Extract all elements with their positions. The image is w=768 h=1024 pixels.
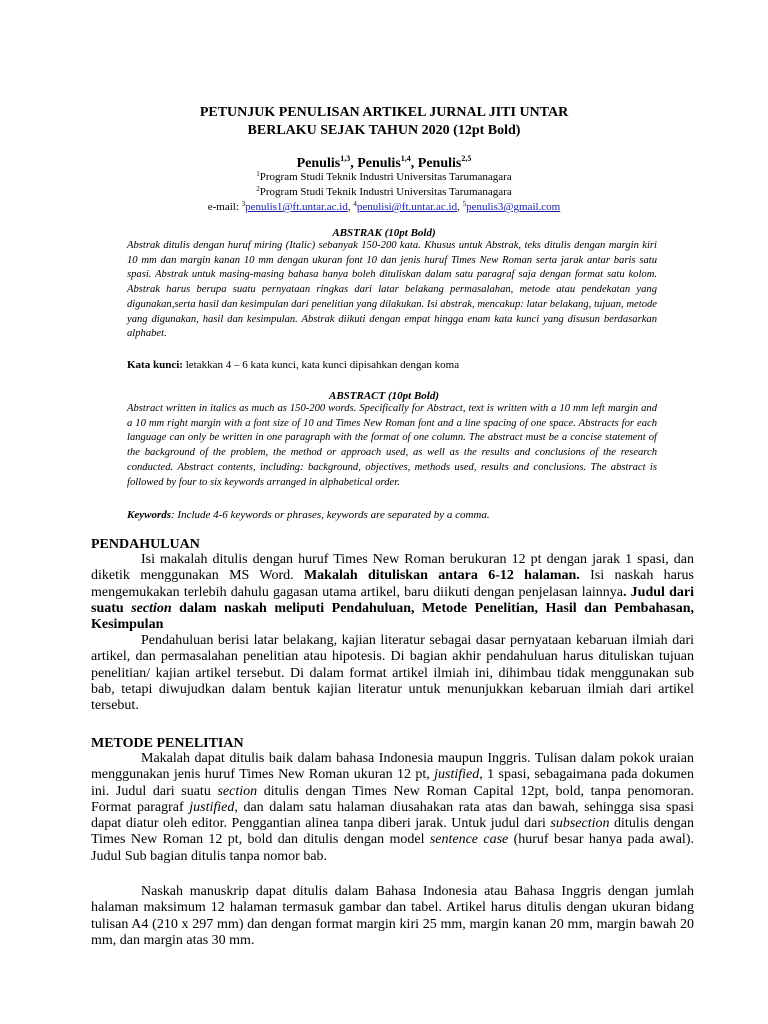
paragraph: Naskah manuskrip dapat ditulis dalam Bahasa Indonesia atau Bahasa Inggris dengan jumlah halaman maksimum 12 halaman termasuk gambar dan tabel. Artikel harus ditulis dengan ukuran bidang tulisan A4 (210 x 297 mm) dan dengan format margin kiri 25 mm, margin kanan 20 mm, margin bawah 20 mm, dan margin atas 30 mm. [91,884,694,948]
paragraph-text: (huruf besar hanya pada awal). Judul Sub bagian ditulis tanpa nomor bab. [91,832,694,864]
abstrak-keywords [127,358,657,372]
paragraph [91,751,694,865]
affiliation-text: Program Studi Teknik Industri Universitas Tarumanagara [259,171,512,183]
paragraph-text: , dan dalam satu halaman diusahakan rata atas dan bawah, sehingga sisa spasi dapat diatur oleh editor. Penggantian alinea tanpa diberi jarak. Untuk judul dari [91,799,695,832]
italic-text: subsection [550,816,610,832]
italic-text: sentence case [429,832,509,848]
section-heading-pendahuluan: PENDAHULUAN [91,537,200,552]
author-list: Penulis$^{1,3}$, Penulis$^{1,4}$, Penulis$^{2,5}$ [296,154,472,171]
abstract-body: Abstract written in italics as much as 150-200 words. Specifically for Abstract, text is written with a 10 mm left margin and a 10 mm right margin with a font size of 10 and Times New Roman font and a line spacing of one space. Abstracts for each language can only be written in one paragraph with the format of one column. The abstract must be a concise statement of the background of the problem, the method or approach used, as well as the results and conclusions of the research conducted. Abstract contents, including: background, objectives, methods used, results and conclusions. The abstract is followed by four to six keywords arranged in alphabetical order. [127,403,657,488]
section-heading-metode: METODE PENELITIAN [91,736,244,751]
abstrak-body: Abstrak ditulis dengan huruf miring (Italic) sebanyak 150-200 kata. Khusus untuk Abstrak, teks ditulis dengan margin kiri 10 mm dan margin kanan 10 mm dengan ukuran font 10 dan jenis huruf Times New Roman serta jarak antar baris satu spasi. Abstrak untuk masing-masing bahasa hanya boleh dituliskan dalam satu paragraf saja dengan format satu kolom. Abstrak harus berupa suatu pernyataan ringkas dari latar belakang permasalahan, metode atau pendekatan yang digunakan,serta hasil dan kesimpulan dari penelitian yang dilakukan. Isi abstrak, mencakup: latar belakang, tujuan, metode yang digunakan, hasil dan kesimpulan. Abstrak diikuti dengan empat hingga enam kata kunci yang disusun berdasarkan alphabet. [127,240,657,340]
title-line-1: PETUNJUK PENULISAN ARTIKEL JURNAL JITI UNTAR [199,105,569,120]
bold-italic-segment: section [131,600,172,616]
italic-text: justified [189,799,235,815]
paragraph-bold-text: Makalah dituliskan antara 6-12 halaman. [303,568,580,584]
email-sup: 5 [462,200,467,208]
bold-segment: dalam naskah meliputi Pendahuluan, Metode Penelitian, Hasil dan Pembahasan, Kesimpulan [91,600,694,633]
paragraph-text: Makalah dapat ditulis baik dalam bahasa Indonesia maupun Inggris. Tulisan dalam pokok uraian menggunakan jenis huruf Times New Roman ukuran 12 pt, [91,751,694,783]
affiliation-sup: 2 [256,185,260,193]
abstract-keywords [127,508,657,522]
email-sup: 4 [353,200,357,208]
author-name: Penulis [417,156,462,171]
email-line: e-mail: $^3$penulis1@ft.untar.ac.id, $^4$penulisi@ft.untar.ac.id, $^5$penulis3@gmail.com [207,200,561,213]
author-name: Penulis [357,156,401,171]
paragraph-text: ditulis dengan Times New Roman 12 pt, bold dan ditulis dengan model [91,816,695,848]
email-link[interactable]: penulis3@gmail.com [466,201,561,213]
author-name: Penulis [296,156,341,171]
affiliation-sup: 1 [256,170,260,178]
paragraph [91,552,694,633]
email-link[interactable]: penulisi@ft.untar.ac.id [356,201,458,213]
paragraph-text: Isi makalah ditulis dengan huruf Times New Roman berukuran 12 pt dengan jarak 1 spasi, dan diketik menggunakan MS Word. [91,552,694,584]
paragraph: Pendahuluan berisi latar belakang, kajian literatur sebagai dasar pernyataan kebaruan ilmiah dari artikel, dan permasalahan penelitian atau hipotesis. Di bagian akhir pendahuluan harus dituliskan tujuan penelitian/ kajian artikel tersebut. Di dalam format artikel ilmiah ini, dihimbau tidak menggunakan sub bab, tetapi diwujudkan dalam bentuk kajian literatur untuk menunjukkan kebaruan ilmiah dari artikel tersebut. [91,633,694,714]
italic-text: section [217,783,258,799]
paragraph-text: Isi naskah harus mengemukakan terlebih dahulu gagasan utama artikel, baru diikuti dengan penjelasan lainnya [91,568,694,600]
bold-segment: . Judul dari suatu [91,584,694,616]
paragraph-text: , 1 spasi, sebagaimana pada dokumen ini. Judul dari suatu [91,767,695,799]
email-label: e-mail: [207,201,242,213]
email-link[interactable]: penulis1@ft.untar.ac.id [245,201,348,213]
abstract-heading: ABSTRACT (10pt Bold) [328,390,440,402]
email-sup: 3 [241,200,246,208]
author-affiliation-sup: 2,5 [461,154,472,163]
abstrak-heading: ABSTRAK (10pt Bold) [332,227,436,239]
paragraph-text: ditulis dengan Times New Roman Capital 12pt, bold, tanpa penomoran. Format paragraf [91,783,695,815]
author-affiliation-sup: 1,3 [340,154,351,163]
keywords-text: : Include 4-6 keywords or phrases, keywords are separated by a comma. [171,509,490,521]
author-affiliation-sup: 1,4 [400,154,411,163]
title-line-2: BERLAKU SEJAK TAHUN 2020 (12pt Bold) [247,123,521,138]
article-title [0,104,768,140]
affiliation-text: Program Studi Teknik Industri Universitas Tarumanagara [259,186,512,198]
keywords-label: Kata kunci: [127,359,183,371]
italic-text: justified [434,767,480,783]
keywords-text: letakkan 4 – 6 kata kunci, kata kunci dipisahkan dengan koma [182,359,460,371]
keywords-label: Keywords [127,509,171,521]
